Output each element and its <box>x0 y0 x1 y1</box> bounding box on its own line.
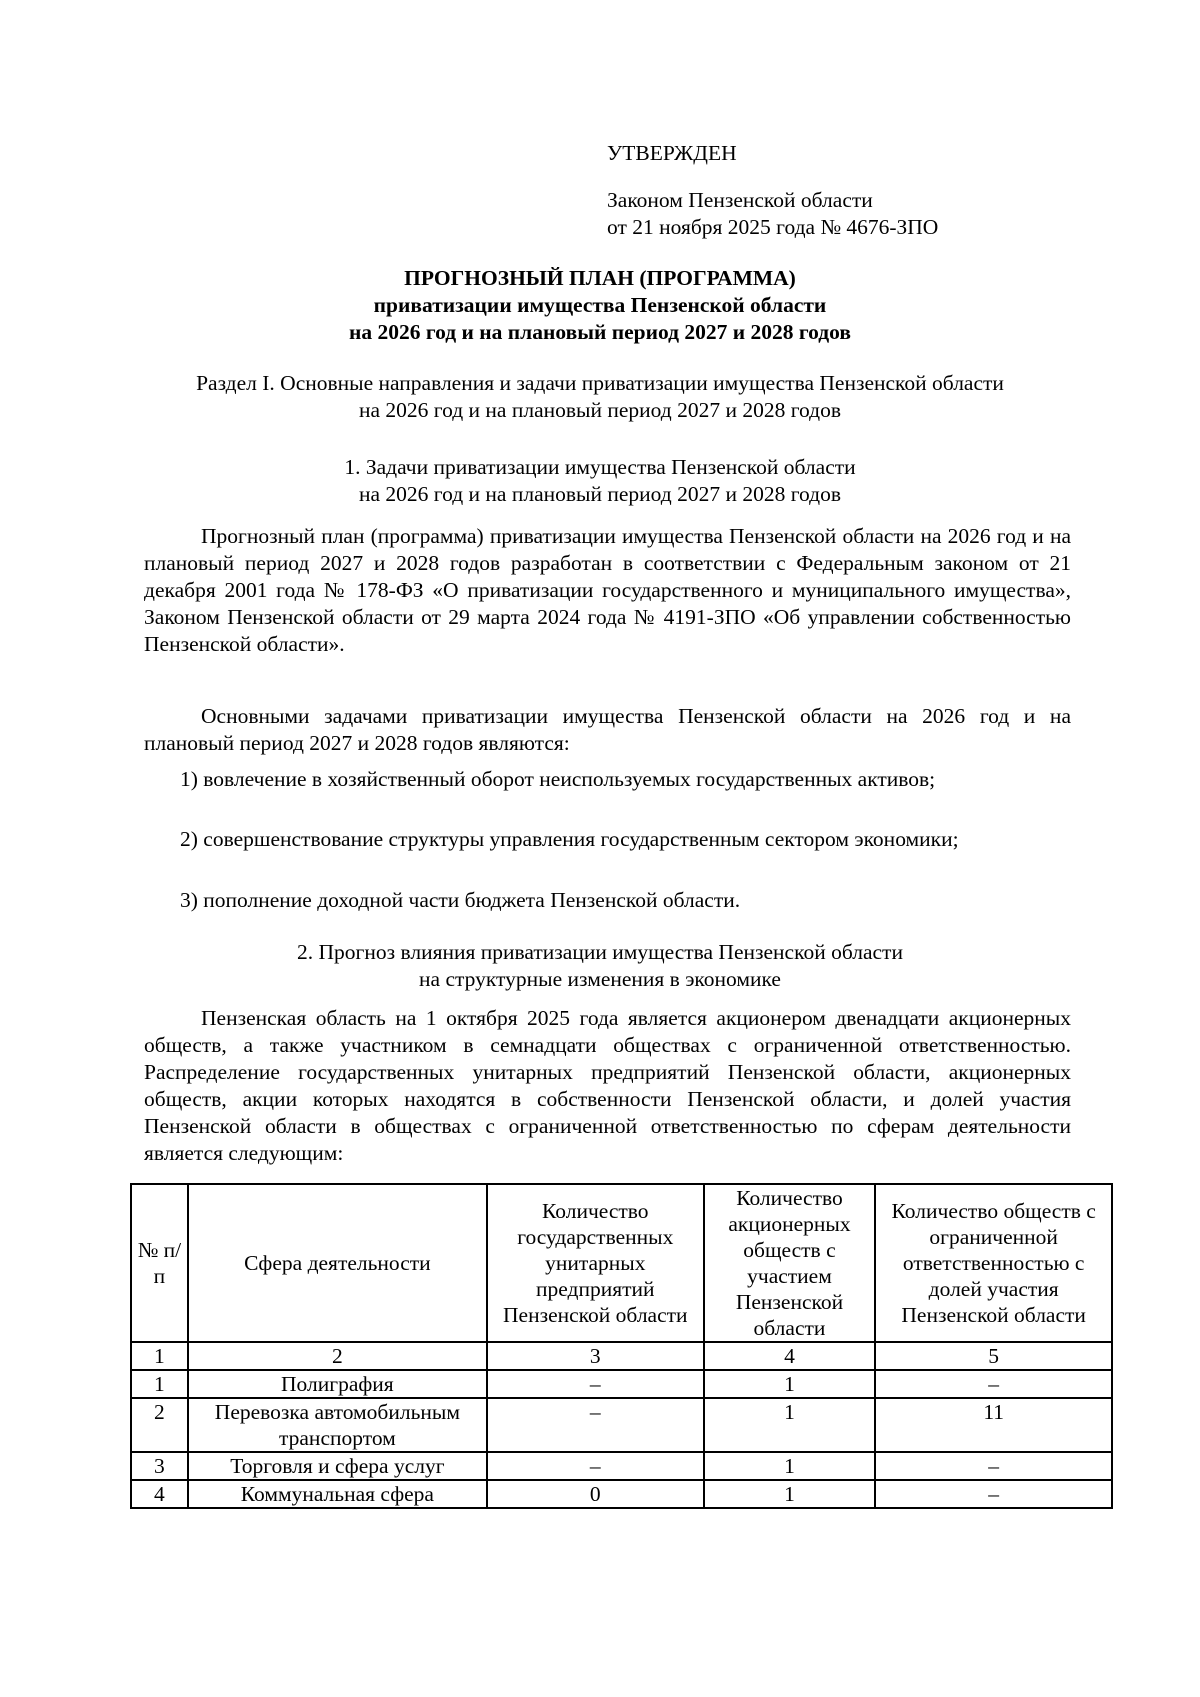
table-cell: – <box>875 1370 1112 1398</box>
table-index-row <box>131 1342 1112 1370</box>
table-cell: 2 <box>131 1398 188 1452</box>
subsection-1-line-1: 1. Задачи приватизации имущества Пензенской области <box>344 455 856 479</box>
table-cell: 1 <box>131 1342 188 1370</box>
table-cell: 1 <box>704 1480 876 1508</box>
paragraph-1-text: Прогнозный план (программа) приватизации имущества Пензенской области на 2026 год и на плановый период 2027 и 2028 годов разработан в соответствии с Федеральным законом от 21 декабря 2001 года № 178-ФЗ «О приватизации государственного и муниципального имущества», Законом Пензенской области от 29 марта 2024 года № 4191-ЗПО «Об управлении собственностью Пензенской области». <box>144 524 1071 656</box>
table-cell: – <box>875 1452 1112 1480</box>
table-row <box>131 1370 1112 1398</box>
task-2-text: 2) совершенствование структуры управления государственным сектором экономики; <box>180 827 959 851</box>
subsection-1-line-2: на 2026 год и на плановый период 2027 и 2028 годов <box>359 482 841 506</box>
table-cell: 2 <box>188 1342 487 1370</box>
distribution-table <box>130 1183 1113 1509</box>
header-sphere: Сфера деятельности <box>188 1184 487 1342</box>
table-cell: 11 <box>875 1398 1112 1452</box>
paragraph-2-text: Основными задачами приватизации имущества Пензенской области на 2026 год и на плановый период 2027 и 2028 годов являются: <box>144 704 1071 755</box>
table-row <box>131 1398 1112 1452</box>
table-cell: 4 <box>704 1342 876 1370</box>
document-title <box>130 265 1070 346</box>
table-header-row <box>131 1184 1112 1342</box>
table-cell: Полиграфия <box>188 1370 487 1398</box>
table-cell: Перевозка автомобильным транспортом <box>188 1398 487 1452</box>
table-cell: – <box>487 1370 704 1398</box>
task-item-1 <box>180 766 1071 793</box>
table-cell: 1 <box>704 1452 876 1480</box>
task-1-text: 1) вовлечение в хозяйственный оборот неиспользуемых государственных активов; <box>180 767 936 791</box>
task-item-2 <box>180 826 1071 853</box>
table-cell: – <box>487 1398 704 1452</box>
table-cell: 1 <box>704 1370 876 1398</box>
approval-status: УТВЕРЖДЕН <box>607 141 737 165</box>
table-cell: 5 <box>875 1342 1112 1370</box>
table-cell: Торговля и сфера услуг <box>188 1452 487 1480</box>
approval-date: от 21 ноября 2025 года № 4676-ЗПО <box>607 215 939 239</box>
paragraph-3-text: Пензенская область на 1 октября 2025 года является акционером двенадцати акционерных обществ, а также участником в семнадцати обществах с ограниченной ответственностью. Распределение государственных унитарных предприятий Пензенской области, акционерных обществ, акции которых находятся в собственности Пензенской области, и долей участия Пензенской области в обществах с ограниченной ответственностью по сферам деятельности является следующим: <box>144 1006 1071 1165</box>
table-cell: 4 <box>131 1480 188 1508</box>
table-cell: 1 <box>704 1398 876 1452</box>
table-row <box>131 1452 1112 1480</box>
table-cell: 0 <box>487 1480 704 1508</box>
header-joint-stock: Количество акционерных обществ с участием Пензенской области <box>704 1184 876 1342</box>
approval-stamp <box>607 140 1127 241</box>
header-number: № п/п <box>131 1184 188 1342</box>
approval-law: Законом Пензенской области <box>607 188 873 212</box>
subsection-2-line-1: 2. Прогноз влияния приватизации имущества Пензенской области <box>297 940 903 964</box>
section-1-line-2: на 2026 год и на плановый период 2027 и 2028 годов <box>359 398 841 422</box>
table-cell: 1 <box>131 1370 188 1398</box>
task-item-3 <box>180 887 1071 914</box>
table-cell: – <box>875 1480 1112 1508</box>
subsection-1-heading <box>130 454 1070 508</box>
title-line-1: ПРОГНОЗНЫЙ ПЛАН (ПРОГРАММА) <box>404 266 796 290</box>
header-unitary-enterprises: Количество государственных унитарных предприятий Пензенской области <box>487 1184 704 1342</box>
table-cell: – <box>487 1452 704 1480</box>
task-3-text: 3) пополнение доходной части бюджета Пензенской области. <box>180 888 741 912</box>
section-1-line-1: Раздел I. Основные направления и задачи приватизации имущества Пензенской области <box>196 371 1004 395</box>
section-1-heading <box>130 370 1070 424</box>
paragraph-tasks-intro <box>144 703 1071 757</box>
table-cell: Коммунальная сфера <box>188 1480 487 1508</box>
header-llc: Количество обществ с ограниченной ответственностью с долей участия Пензенской области <box>875 1184 1112 1342</box>
table-cell: 3 <box>487 1342 704 1370</box>
title-line-3: на 2026 год и на плановый период 2027 и 2028 годов <box>349 320 851 344</box>
subsection-2-heading <box>130 939 1070 993</box>
paragraph-economy <box>144 1005 1071 1167</box>
table-row <box>131 1480 1112 1508</box>
title-line-2: приватизации имущества Пензенской области <box>373 293 827 317</box>
table-cell: 3 <box>131 1452 188 1480</box>
paragraph-legal-basis <box>144 523 1071 658</box>
subsection-2-line-2: на структурные изменения в экономике <box>419 967 781 991</box>
